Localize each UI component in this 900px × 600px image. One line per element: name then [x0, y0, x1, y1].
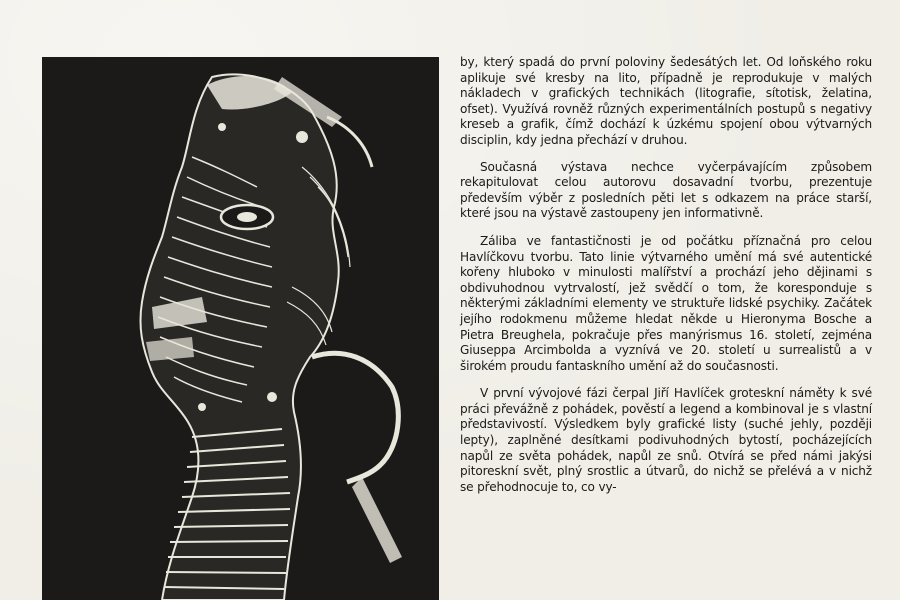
- article-text-column: [460, 55, 872, 495]
- paragraph-1: by, který spadá do první poloviny šedesátých let. Od loňského roku aplikuje své kresby na lito, případně je reprodukuje v malých nákladech v grafických technikách (litografie, sítotisk, želatina, ofset). Využívá rovněž různých experimentálních postupů s negativy kreseb a grafik, čímž dochází k úzkému spojení obou výtvarných disciplin, kdy jedna přechází v druhou.: [460, 55, 872, 147]
- grotesque-head-drawing: [42, 57, 439, 600]
- paragraph-4: V první vývojové fázi čerpal Jiří Havlíček groteskní náměty k své práci převážně z pohádek, pověstí a legend a kombinoval je s vlastní představivostí. Výsledkem byly grafické listy (suché jehly, později lepty), zaplněné desítkami podivuhodných bytostí, pocházejících napůl ze světa pohádek, napůl ze snů. Otvírá se před námi jakýsi pitoreskní svět, plný srostlic a útvarů, do nichž se přelévá a v nichž se přehodnocuje to, co vy-: [460, 386, 872, 494]
- paragraph-2: Současná výstava nechce vyčerpávajícím způsobem rekapitulovat celou autorovu dosavadní tvorbu, prezentuje především výběr z posledních pěti let s odkazem na práce starší, které jsou na výstavě zastoupeny jen informativně.: [460, 159, 872, 221]
- artwork-svg: [42, 57, 439, 600]
- paragraph-3: Záliba ve fantastičnosti je od počátku příznačná pro celou Havlíčkovu tvorbu. Tato linie výtvarného umění má své autentické kořeny hluboko v minulosti malířství a prochází jeho dějinami s obdivuhodnou vytrvalostí, jež svědčí o tom, že koresponduje s některými základními elementy ve struktuře lidské psychiky. Začátek jejího rodokmenu můžeme hledat někde u Hieronyma Bosche a Pietra Breughela, pokračuje přes manýrismus 16. století, zejména Giuseppa Arcimbolda a vyznívá ve 20. století u surrealistů a v širokém proudu fantaskního umění až do současnosti.: [460, 233, 872, 373]
